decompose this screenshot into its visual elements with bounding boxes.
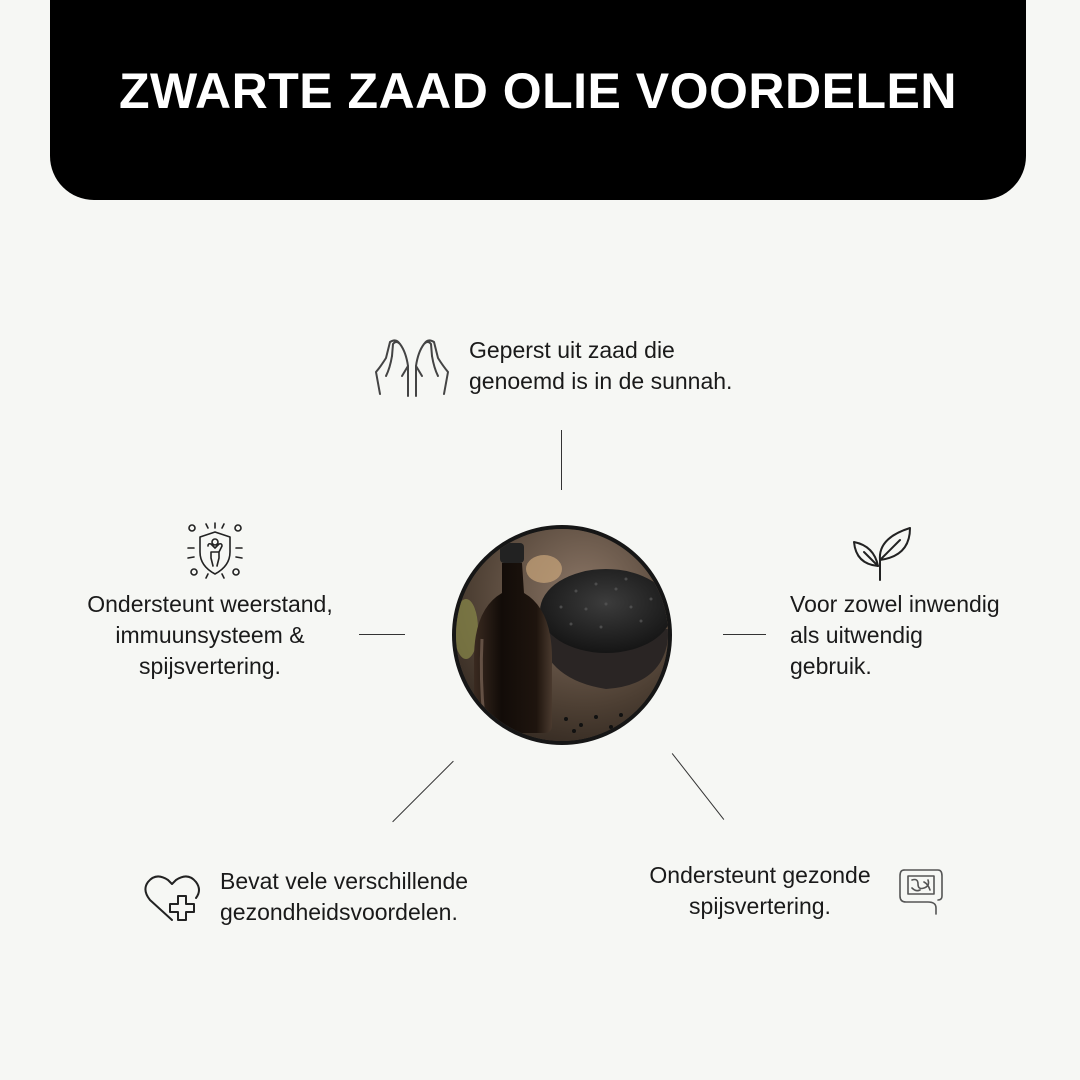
leaves-icon	[852, 526, 912, 582]
black-seed-oil-photo	[452, 525, 672, 745]
praying-hands-icon	[372, 336, 452, 398]
connector-line-top	[561, 430, 562, 490]
benefit-bottom-left: Bevat vele verschillende gezondheidsvoordelen.	[220, 868, 469, 925]
heart-plus-icon	[142, 872, 202, 924]
benefit-top: Geperst uit zaad die genoemd is in de sunnah.	[469, 337, 733, 394]
immune-shield-icon	[186, 522, 244, 580]
connector-line-left	[359, 634, 405, 635]
benefit-right: Voor zowel inwendig als uitwendig gebruik.	[790, 591, 1000, 679]
connector-line-right	[723, 634, 766, 635]
page-title: ZWARTE ZAAD OLIE VOORDELEN	[119, 63, 957, 119]
benefit-bottom-right: Ondersteunt gezonde spijsvertering.	[649, 862, 871, 919]
header-banner	[50, 0, 1026, 200]
benefit-left: Ondersteunt weerstand, immuunsysteem & spijsvertering.	[87, 591, 333, 679]
intestine-icon	[898, 866, 944, 916]
connector-line-bottom-left	[392, 761, 454, 823]
connector-line-bottom-right	[672, 753, 725, 820]
